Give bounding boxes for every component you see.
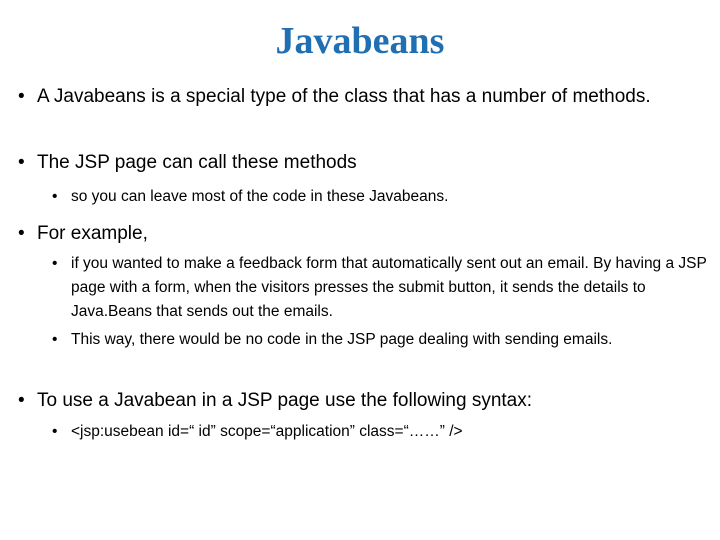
bullet-3	[18, 221, 668, 247]
sub-bullet-dot: •	[52, 331, 58, 348]
bullet-4-text: To use a Javabean in a JSP page use the following syntax:	[37, 390, 533, 411]
bullet-3-text: For example,	[37, 223, 148, 244]
bullet-2	[18, 150, 668, 176]
sub-bullet-dot: •	[52, 423, 58, 440]
sub-bullet-dot: •	[52, 255, 58, 272]
sub-bullet-2-1-text: so you can leave most of the code in these Javabeans.	[71, 188, 449, 205]
bullet-dot: •	[18, 152, 25, 173]
bullet-1-text: A Javabeans is a special type of the class that has a number of methods.	[37, 86, 651, 107]
slide-title: Javabeans	[275, 20, 445, 62]
sub-bullet-4-1	[52, 420, 692, 444]
sub-bullet-3-2-text: This way, there would be no code in the JSP page dealing with sending emails.	[71, 331, 613, 348]
sub-bullet-3-2	[52, 328, 692, 352]
sub-bullet-dot: •	[52, 188, 58, 205]
bullet-1	[18, 84, 668, 110]
bullet-dot: •	[18, 223, 25, 244]
sub-bullet-4-1-text: <jsp:usebean id=“ id” scope=“application” class=“……” />	[71, 423, 463, 440]
sub-bullet-2-1	[52, 185, 692, 209]
bullet-2-text: The JSP page can call these methods	[37, 152, 357, 173]
bullet-4	[18, 388, 668, 414]
sub-bullet-3-1	[52, 252, 714, 324]
bullet-dot: •	[18, 390, 25, 411]
sub-bullet-3-1-text: if you wanted to make a feedback form that automatically sent out an email. By having a JSP page with a form, when the visitors presses the submit button, it sends the details to Java.Beans that sends out the emails.	[71, 255, 707, 320]
bullet-dot: •	[18, 86, 25, 107]
